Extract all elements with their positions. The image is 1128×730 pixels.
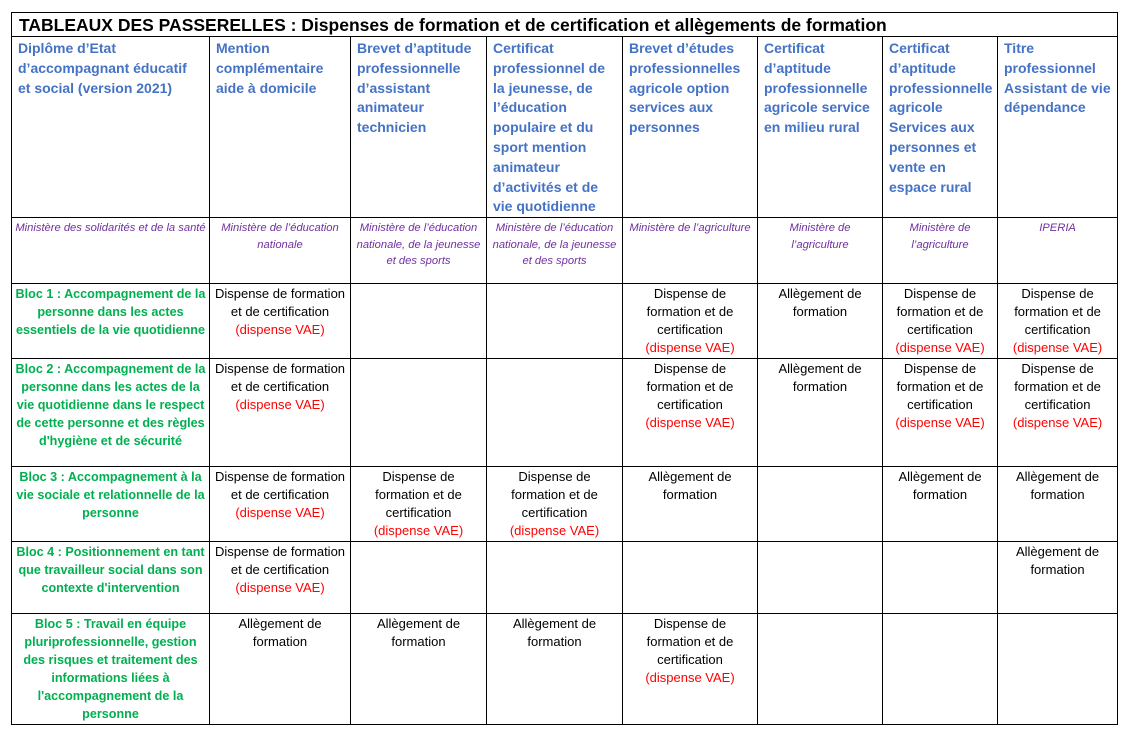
cell-allegement: Allègement de formation xyxy=(758,284,883,359)
column-header-mention-aide-domicile: Mention complémentaire aide à domicile xyxy=(210,37,351,218)
cell-dispense: Dispense de formation et de certification (dispense VAE) xyxy=(210,467,351,542)
cell-empty xyxy=(487,542,623,614)
header-row xyxy=(12,37,1118,218)
cell-empty xyxy=(883,542,998,614)
cell-empty xyxy=(623,542,758,614)
column-header-advf: Titre professionnel Assistant de vie dépendance xyxy=(998,37,1118,218)
cell-empty xyxy=(351,284,487,359)
ministry-bepa: Ministère de l’agriculture xyxy=(623,218,758,284)
table-title: TABLEAUX DES PASSERELLES : Dispenses de formation et de certification et allègements de formation xyxy=(12,13,1118,37)
cell-dispense: Dispense de formation et de certification (dispense VAE) xyxy=(351,467,487,542)
cell-empty xyxy=(487,284,623,359)
bloc-2-label: Bloc 2 : Accompagnement de la personne dans les actes de la vie quotidienne dans le respect de cette personne et des règles d'hygiène et de sécurité xyxy=(12,359,210,467)
cell-dispense: Dispense de formation et de certification (dispense VAE) xyxy=(210,542,351,614)
bloc-3-label: Bloc 3 : Accompagnement à la vie sociale et relationnelle de la personne xyxy=(12,467,210,542)
cell-dispense: Dispense de formation et de certification (dispense VAE) xyxy=(487,467,623,542)
bloc-4-label: Bloc 4 : Positionnement en tant que travailleur social dans son contexte d'intervention xyxy=(12,542,210,614)
cell-empty xyxy=(487,359,623,467)
column-header-bepa: Brevet d’études professionnelles agricole option services aux personnes xyxy=(623,37,758,218)
ministry-mention-aide-domicile: Ministère de l’éducation nationale xyxy=(210,218,351,284)
ministry-advf: IPERIA xyxy=(998,218,1118,284)
cell-dispense: Dispense de formation et de certification (dispense VAE) xyxy=(883,359,998,467)
cell-allegement: Allègement de formation xyxy=(883,467,998,542)
cell-dispense: Dispense de formation et de certification (dispense VAE) xyxy=(210,284,351,359)
cell-allegement: Allègement de formation xyxy=(998,467,1118,542)
cell-dispense: Dispense de formation et de certification (dispense VAE) xyxy=(623,614,758,725)
ministry-capa-sapver: Ministère de l’agriculture xyxy=(883,218,998,284)
ministry-capa-smr: Ministère de l’agriculture xyxy=(758,218,883,284)
ministry-bapaat: Ministère de l’éducation nationale, de la jeunesse et des sports xyxy=(351,218,487,284)
cell-empty xyxy=(351,542,487,614)
passerelles-table xyxy=(11,12,1118,725)
cell-empty xyxy=(758,467,883,542)
cell-empty xyxy=(758,542,883,614)
ministry-cpjeps: Ministère de l’éducation nationale, de la jeunesse et des sports xyxy=(487,218,623,284)
table-row xyxy=(12,359,1118,467)
cell-dispense: Dispense de formation et de certification (dispense VAE) xyxy=(210,359,351,467)
cell-empty xyxy=(883,614,998,725)
passerelles-table-container xyxy=(11,12,1117,725)
bloc-1-label: Bloc 1 : Accompagnement de la personne dans les actes essentiels de la vie quotidienne xyxy=(12,284,210,359)
table-row xyxy=(12,614,1118,725)
cell-dispense: Dispense de formation et de certification (dispense VAE) xyxy=(998,284,1118,359)
cell-allegement: Allègement de formation xyxy=(487,614,623,725)
ministry-row xyxy=(12,218,1118,284)
cell-allegement: Allègement de formation xyxy=(623,467,758,542)
table-row xyxy=(12,467,1118,542)
cell-allegement: Allègement de formation xyxy=(210,614,351,725)
cell-dispense: Dispense de formation et de certification (dispense VAE) xyxy=(623,284,758,359)
table-row xyxy=(12,284,1118,359)
cell-dispense: Dispense de formation et de certification (dispense VAE) xyxy=(998,359,1118,467)
cell-allegement: Allègement de formation xyxy=(351,614,487,725)
ministry-deaes: Ministère des solidarités et de la santé xyxy=(12,218,210,284)
column-header-capa-smr: Certificat d’aptitude professionnelle agricole service en milieu rural xyxy=(758,37,883,218)
column-header-capa-sapver: Certificat d’aptitude professionnelle agricole Services aux personnes et vente en espace rural xyxy=(883,37,998,218)
cell-empty xyxy=(998,614,1118,725)
cell-allegement: Allègement de formation xyxy=(758,359,883,467)
cell-empty xyxy=(758,614,883,725)
cell-allegement: Allègement de formation xyxy=(998,542,1118,614)
cell-dispense: Dispense de formation et de certification (dispense VAE) xyxy=(623,359,758,467)
column-header-deaes: Diplôme d’Etat d’accompagnant éducatif et social (version 2021) xyxy=(12,37,210,218)
column-header-bapaat: Brevet d’aptitude professionnelle d’assistant animateur technicien xyxy=(351,37,487,218)
bloc-5-label: Bloc 5 : Travail en équipe pluriprofessionnelle, gestion des risques et traitement des informations liées à l'accompagnement de la personne xyxy=(12,614,210,725)
table-row xyxy=(12,542,1118,614)
cell-empty xyxy=(351,359,487,467)
column-header-cpjeps: Certificat professionnel de la jeunesse, de l’éducation populaire et du sport mention animateur d’activités et de vie quotidienne xyxy=(487,37,623,218)
cell-dispense: Dispense de formation et de certification (dispense VAE) xyxy=(883,284,998,359)
